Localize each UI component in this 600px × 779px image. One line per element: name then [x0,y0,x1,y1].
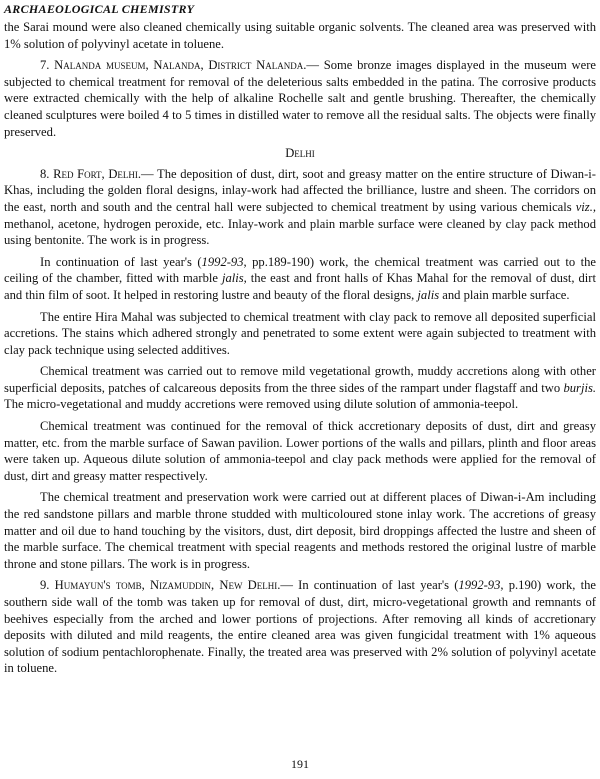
paragraph-humayun-tomb [4,577,596,677]
paragraph-text: , p.190) work, the southern side wall of the tomb was taken up for removal of dust, dirt, micro-vegetational growth and remnants of beehives especially from the arched and lower portions of projections. After removing all kinds of accretionary deposits with diluted and mild reagents, the entire cleaned area was given fungicidal treatment with 1% aqueous solution of sodium pentachlorophenate. Finally, the treated area was preserved with 2% solution of polyvinyl acetate in toluene. [4,578,596,676]
citation-year: 1992-93 [458,578,501,593]
paragraph-text: The micro-vegetational and muddy accretions were removed using dilute solution of ammonia-teepol. [4,397,519,412]
citation-year: 1992-93 [201,254,244,269]
paragraph-khas-mahal [4,254,596,304]
section-heading-delhi: Delhi [285,146,315,161]
paragraph-hira-mahal: The entire Hira Mahal was subjected to chemical treatment with clay pack to remove all deposited superficial accretions. The stains which adhered strongly and penetrated to some extent were again subjected to treatment with clay pack technique using selected additives. [4,309,596,357]
paragraph-nalanda [4,57,596,140]
paragraph-text: In continuation of last year's ( [292,578,459,593]
paragraph-text: Some bronze images displayed in the museum were subjected to chemical treatment for removal of the deleterious salts embedded in the patina. The corrosive products were extracted chemically with the help of alkaline Rochelle salt and gentle brushing. Thereafter, the chemically cleaned sculptures were boiled 4 to 5 times in distilled water to remove all the residual salts. The objects were finally preserved. [4,58,596,139]
paragraph-diwan-i-am: The chemical treatment and preservation work were carried out at different places of Diwan-i-Am including the red sandstone pillars and marble throne studded with multicoloured stone inlay work. The accretions of greasy matter and oil due to hand touching by the visitors, dust, dirt deposit, bird droppings affected the lustre and sheen of the marble surface. The chemical treatment with special reagents and methods restored the original lustre of marble throne and stone pillars. The work is in progress. [4,490,596,571]
paragraph-rampart [4,363,596,413]
paragraph-text: and plain marble surface. [439,287,570,302]
paragraph-continued: the Sarai mound were also cleaned chemically using suitable organic solvents. The cleaned area was preserved with 1% solution of polyvinyl acetate in toluene. [4,20,596,51]
paragraph-text: In continuation of last year's ( [40,254,202,269]
entry-heading-humayun: 9. Humayun's tomb, Nizamuddin, New Delhi.— [40,578,293,593]
entry-heading-red-fort: 8. Red Fort, Delhi.— [40,166,154,181]
running-header: ARCHAEOLOGICAL CHEMISTRY [4,2,195,16]
paragraph-red-fort [4,166,596,249]
paragraph-text: , pp.189-190) work, the chemical treatment was carried out to the ceiling of the chamber, fitted with marble [4,254,596,286]
paragraph-sawan-pavilion: Chemical treatment was continued for the removal of thick accretionary deposits of dust, dirt and greasy matter, etc. from the marble surface of Sawan pavilion. Lower portions of the walls and pillars, plinth and floor areas were taken up. Aqueous dilute solution of ammonia-teepol and clay pack methods were applied for the removal of dust, dirt and greasy matter respectively. [4,419,596,483]
page-number: 191 [291,757,309,771]
italic-term: burjis. [563,380,596,395]
paragraph-text: methanol, acetone, hydrogen peroxide, etc. Inlay-work and plain marble surface were cleaned by clay pack method using bentonite. The work is in progress. [4,216,596,248]
paragraph-text: the east and front halls of Khas Mahal for the removal of dust, dirt and thin film of soot. It helped in restoring lustre and beauty of the floral designs, [4,271,596,302]
entry-heading-nalanda: 7. Nalanda museum, Nalanda, District Nalanda.— [40,58,319,73]
paragraph-text: The deposition of dust, dirt, soot and greasy matter on the entire structure of Diwan-i-Khas, including the golden floral designs, inlay-work had affected the brilliance, lustre and sheen. The corridors on the east, north and south and the central hall were subjected to chemical treatment by using various chemicals [4,166,596,214]
italic-term: jalis, [221,271,247,286]
italic-term: viz., [575,199,596,214]
page-body [4,19,596,682]
italic-term: jalis [417,287,440,302]
paragraph-text: Chemical treatment was carried out to remove mild vegetational growth, muddy accretions along with other superficial deposits, patches of calcareous deposits from the three sides of the rampart under flagstaff and two [4,364,596,395]
